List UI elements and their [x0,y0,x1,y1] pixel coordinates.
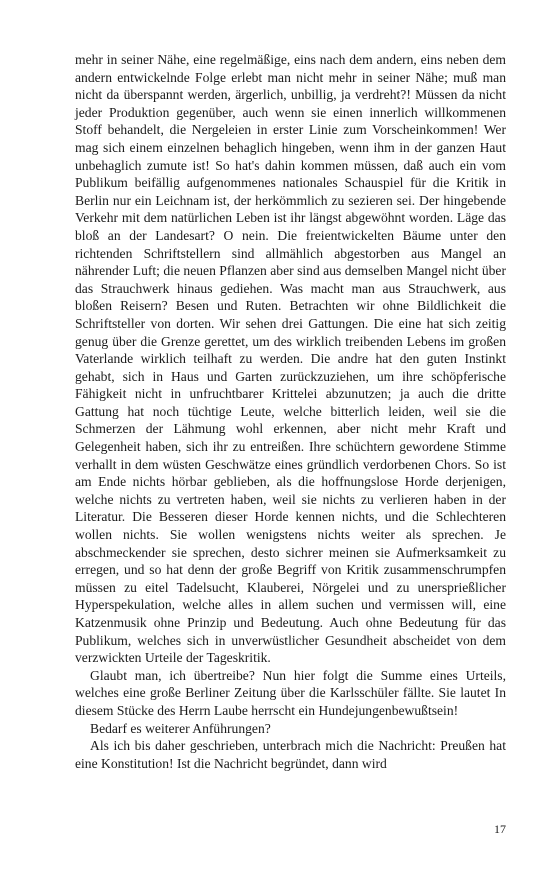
page-number: 17 [494,822,506,836]
page-body [75,51,506,772]
body-paragraph: Als ich bis daher geschrieben, unterbrach mich die Nachricht: Preußen hat eine Konstitution! Ist die Nachricht begründet, dann wird [75,738,506,771]
body-paragraph: Glaubt man, ich übertreibe? Nun hier folgt die Summe eines Urteils, welches eine große Berliner Zeitung über die Karlsschüler fällte. Sie lautet In diesem Stücke des Herrn Laube herrscht ein Hundejungenbewußtsein! [75,667,506,718]
body-paragraph: mehr in seiner Nähe, eine regelmäßige, eins nach dem andern, eins neben dem andern entwickelnde Folge erlebt man nicht mehr in seiner Nähe; muß man nicht da überspannt werden, ärgerlich, unbillig, ja verdreht?! Müssen da nicht jeder Produktion gegenüber, auch wenn sie einen innerlich willkommenen Stoff behandelt, die Nergeleien in erster Linie zum Vorscheinkommen! Wer mag sich einem einzelnen behaglich hingeben, wenn ihm in der ganzen Haut unbehaglich zumute ist! So hat's dahin kommen müssen, daß auch ein vom Publikum beifällig aufgenommenes nationales Schauspiel für die Kritik in Berlin nur ein Leichnam ist, der herkömmlich zu sezieren sei. Der hingebende Verkehr mit dem natürlichen Leben ist ihr längst abgewöhnt worden. Läge das bloß an der Landesart? O nein. Die freientwickelten Bäume unter den richtenden Schriftstellern sind allmählich abgestorben aus Mangel an nährender Luft; die neuen Pflanzen aber sind aus demselben Mangel nicht über das Strauchwerk hinaus gediehen. Was macht man aus Strauchwerk, aus bloßen Reisern? Besen und Ruten. Betrachten wir ohne Bildlichkeit die Schriftsteller von dorten. Wir sehen drei Gattungen. Die eine hat sich zeitig genug über die Grenze gerettet, um des wirklich treibenden Lebens im großen Vaterlande wirklich teilhaft zu werden. Die andre hat den guten Instinkt gehabt, sich in Haus und Garten zurückzuziehen, um ihre schöpferische Fähigkeit nicht in unfruchtbarer Krittelei abzunutzen; ja auch die dritte Gattung hat noch tüchtige Leute, welche bitterlich leiden, weil sie die Schmerzen der Lähmung wohl erkennen, aber nicht mehr Kraft und Gelegenheit haben, sich ihr zu entreißen. Ihre schüchtern gewordene Stimme verhallt in dem wüsten Geschwätze eines gründlich verdorbenen Chors. So ist am Ende nichts hörbar geblieben, als die hoffnungslose Horde derjenigen, welche nichts zu vertreten haben, weil sie nichts zu verlieren haben in der Literatur. Die Besseren dieser Horde kennen nichts, und die Schlechteren wollen nichts. Sie wollen wenigstens nichts weiter als sprechen. Je abschmeckender sie sprechen, desto sichrer meinen sie Aufmerksamkeit zu erregen, und so hat denn der große Begriff von Kritik zusammenschrumpfen müssen zu eitel Tadelsucht, Klauberei, Nörgelei und zu unersprießlicher Hyperspekulation, welche alles in allem suchen und vermissen will, eine Katzenmusik ohne Prinzip und Bedeutung. Auch ohne Bedeutung für das Publikum, welches sich in unverwüstlicher Gesundheit abscheidet von dem verzwickten Urteile der Tageskritik. [75,52,506,666]
body-paragraph: Bedarf es weiterer Anführungen? [90,720,271,736]
